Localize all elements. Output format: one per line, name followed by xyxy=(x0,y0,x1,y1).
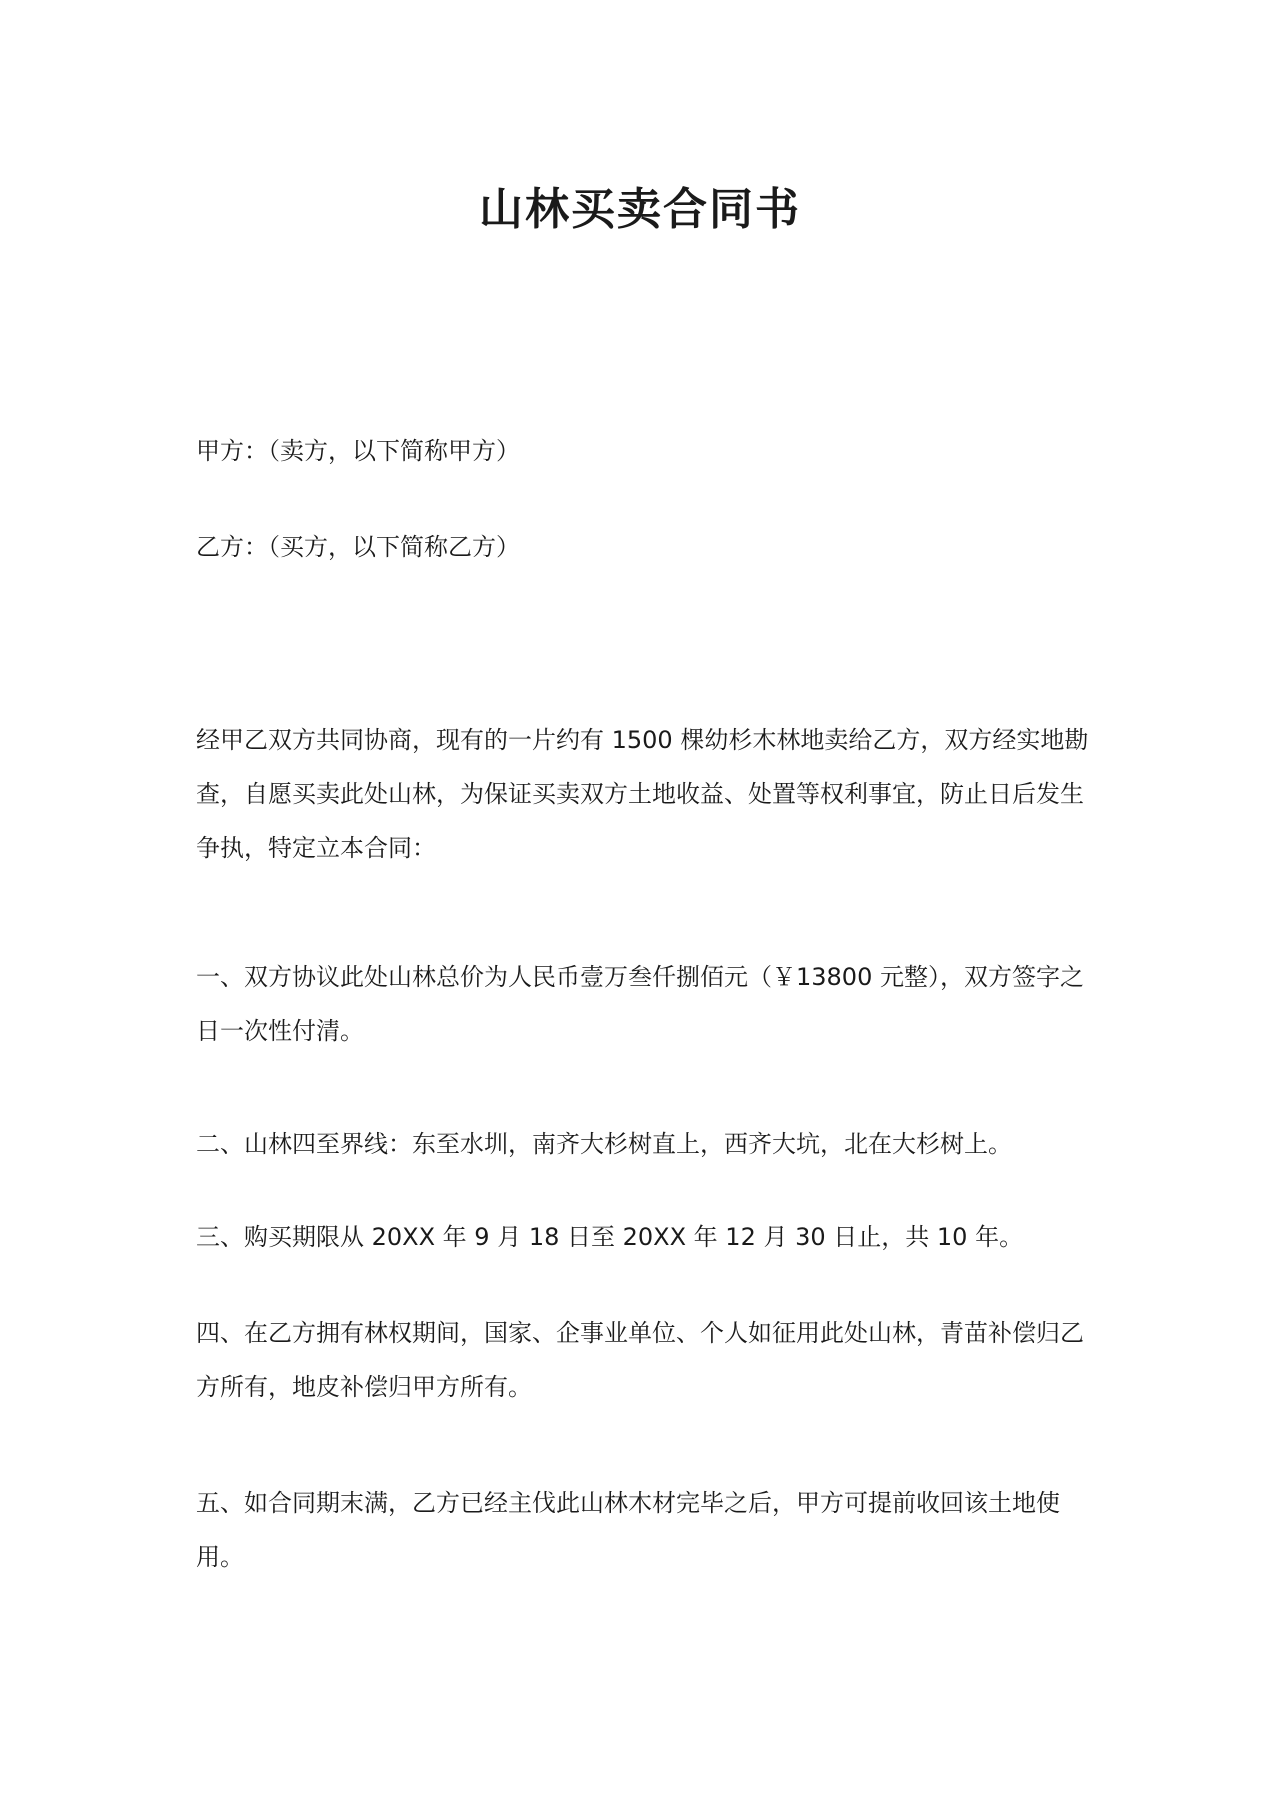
clause-3: 三、购买期限从 20XX 年 9 月 18 日至 20XX 年 12 月 30 日止，共 10 年。 xyxy=(196,1223,1024,1251)
preamble-paragraph: 经甲乙双方共同协商，现有的一片约有 1500 棵幼杉木林地卖给乙方，双方经实地勘查，自愿买卖此处山林，为保证买卖双方土地收益、处置等权利事宜，防止日后发生争执，特定立本合同： xyxy=(196,726,1089,862)
clause-2: 二、山林四至界线：东至水圳，南齐大杉树直上，西齐大坑，北在大杉树上。 xyxy=(196,1130,1012,1158)
document-title: 山林买卖合同书 xyxy=(479,184,801,235)
party-a-line: 甲方：（卖方，以下简称甲方） xyxy=(196,437,520,465)
clause-4: 四、在乙方拥有林权期间，国家、企事业单位、个人如征用此处山林，青苗补偿归乙方所有，地皮补偿归甲方所有。 xyxy=(196,1319,1084,1401)
clause-1: 一、双方协议此处山林总价为人民币壹万叁仟捌佰元（￥13800 元整），双方签字之日一次性付清。 xyxy=(196,963,1084,1045)
clause-5: 五、如合同期末满，乙方已经主伐此山林木材完毕之后，甲方可提前收回该土地使用。 xyxy=(196,1489,1060,1571)
party-b-line: 乙方：（买方，以下简称乙方） xyxy=(196,533,520,561)
